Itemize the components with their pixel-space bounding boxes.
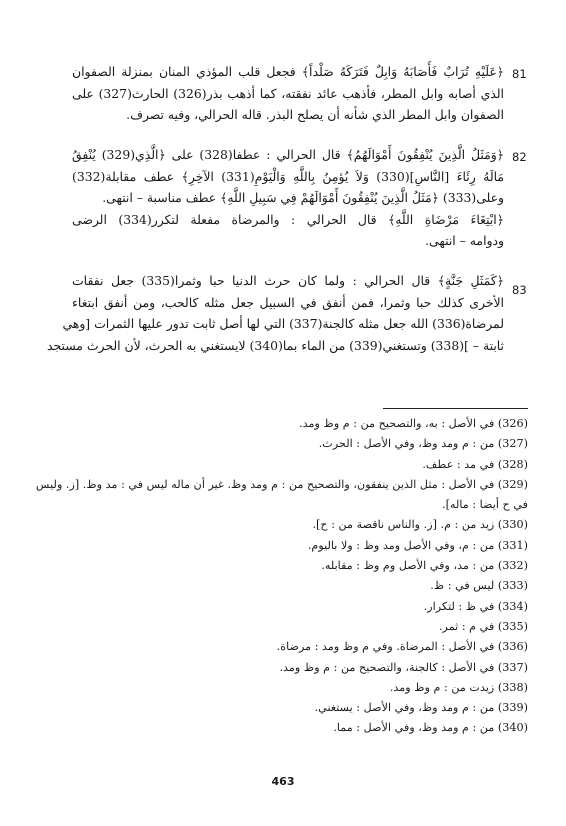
footnote-item: (329) في الأصل : مثل الذين ينفقون، والتصحيح من : م ومد وظ. غير أن ماله ليس في : مد وظ. [ز. وليس xyxy=(35,477,528,491)
footnote-item: (340) من : م ومد وظ، وفي الأصل : مما. xyxy=(333,721,528,735)
footnote-separator xyxy=(383,408,528,409)
verse-number-82: 82 xyxy=(512,150,527,164)
verse-82-text xyxy=(72,144,504,252)
text-line: ﴿كَمَثَلِ جَنَّةٍ﴾ قال الحرالي : ولما كان حرث الدنيا حبا وثمرا(335) جعل نفقات xyxy=(72,273,504,288)
page-number: 463 xyxy=(271,775,295,788)
verse-81-text xyxy=(72,61,504,126)
footnote-item: (331) من : م، وفي الأصل ومد وظ : ولا باليوم. xyxy=(307,538,528,552)
text-line: الصفوان وابل المطر الذي شأنه أن يصلح البذر. قاله الحرالي، وفيه تصرف. xyxy=(126,107,504,122)
footnote-item: (333) ليس في : ظ. xyxy=(430,579,528,593)
footnote-item: (339) من : م ومد وظ، وفي الأصل : يستغني. xyxy=(314,701,528,715)
footnote-item: (338) زيدت من : م وظ ومد. xyxy=(389,680,528,694)
text-line: مَالَهُ رِئَاءَ [النَّاسِ](330) وَلاَ يُؤمِنُ بِاللَّهِ وَالْيَوْمِ(331) الآخِرِ﴾ عطف مقابلة(332) xyxy=(72,168,505,184)
verse-number-81: 81 xyxy=(512,67,527,81)
footnote-item: في ح أيضا : ماله]. xyxy=(442,498,528,512)
verse-83-text xyxy=(46,270,504,356)
footnote-item: (328) في مد : عطف. xyxy=(422,457,528,471)
footnote-item: (332) من : مد، وفي الأصل وم وظ : مقابله. xyxy=(321,559,528,573)
text-line: ودوامه – انتهى. xyxy=(425,233,504,248)
text-line: ﴿عَلَيْهِ تُرَابٌ فَأَصَابَهُ وَابِلٌ فَتَرَكَهُ صَلْداً﴾ فجعل قلب المؤذي المنان بمنزلة الصفوان xyxy=(72,64,504,79)
text-line: ﴿وَمَثَلُ الَّذِينَ يُنْفِقُونَ أَمْوَالَهُمُ﴾ قال الحرالي : عطفا(328) على ﴿الَّذِي(329) يُنْفِقُ xyxy=(72,147,504,162)
footnote-item: (326) في الأصل : به، والتصحيح من : م وظ ومد. xyxy=(299,417,528,430)
verse-number-83: 83 xyxy=(512,283,527,297)
footnotes-list xyxy=(35,414,528,739)
footnote-item: (336) في الأصل : المرضاة. وفي م وظ ومد : مرضاة. xyxy=(276,640,528,654)
text-line: ﴿ابْتِغَاءَ مَرْضَاةِ اللَّهِ﴾ قال الحرالي : والمرضاة مفعلة لتكرر(334) الرضى xyxy=(72,211,504,227)
footnote-item: (330) زيد من : م. [ز. والناس ناقصة من : ح]. xyxy=(312,518,528,532)
text-line: وعلى(333) ﴿مَثَلُ الَّذِينَ يُنْفِقُونَ أَمْوَالَهُمْ فِي سَبِيلِ اللَّهِ﴾ عطف مناسبة – انتهى. xyxy=(102,190,504,205)
text-line: الذي أصابه وابل المطر، فأذهب عائد نفقته، كما أذهب بذر(326) الحارث(327) على xyxy=(72,85,505,101)
text-line: لمرضاة(336) الله جعل مثله كالجنة(337) التي لها أصل ثابت تدور عليها الثمرات [وهي xyxy=(62,316,504,331)
text-line: ثابتة – ](338) وتستغني(339) من الماء بما(340) لايستغني به الحرث، لأن الحرث مستجد xyxy=(46,337,504,353)
footnote-item: (335) في م : ثمر. xyxy=(438,619,528,633)
footnote-item: (334) في ظ : لتكرار. xyxy=(423,599,528,613)
footnote-item: (337) في الأصل : كالجنة، والتصحيح من : م وظ ومد. xyxy=(279,660,528,674)
text-line: الأخرى كذلك حبا وثمرا، فمن أنفق في السبيل جعل مثله كالحب، ومن أنفق ابتغاء xyxy=(72,294,504,310)
footnote-item: (327) من : م ومد وظ، وفي الأصل : الحرث. xyxy=(318,437,528,451)
